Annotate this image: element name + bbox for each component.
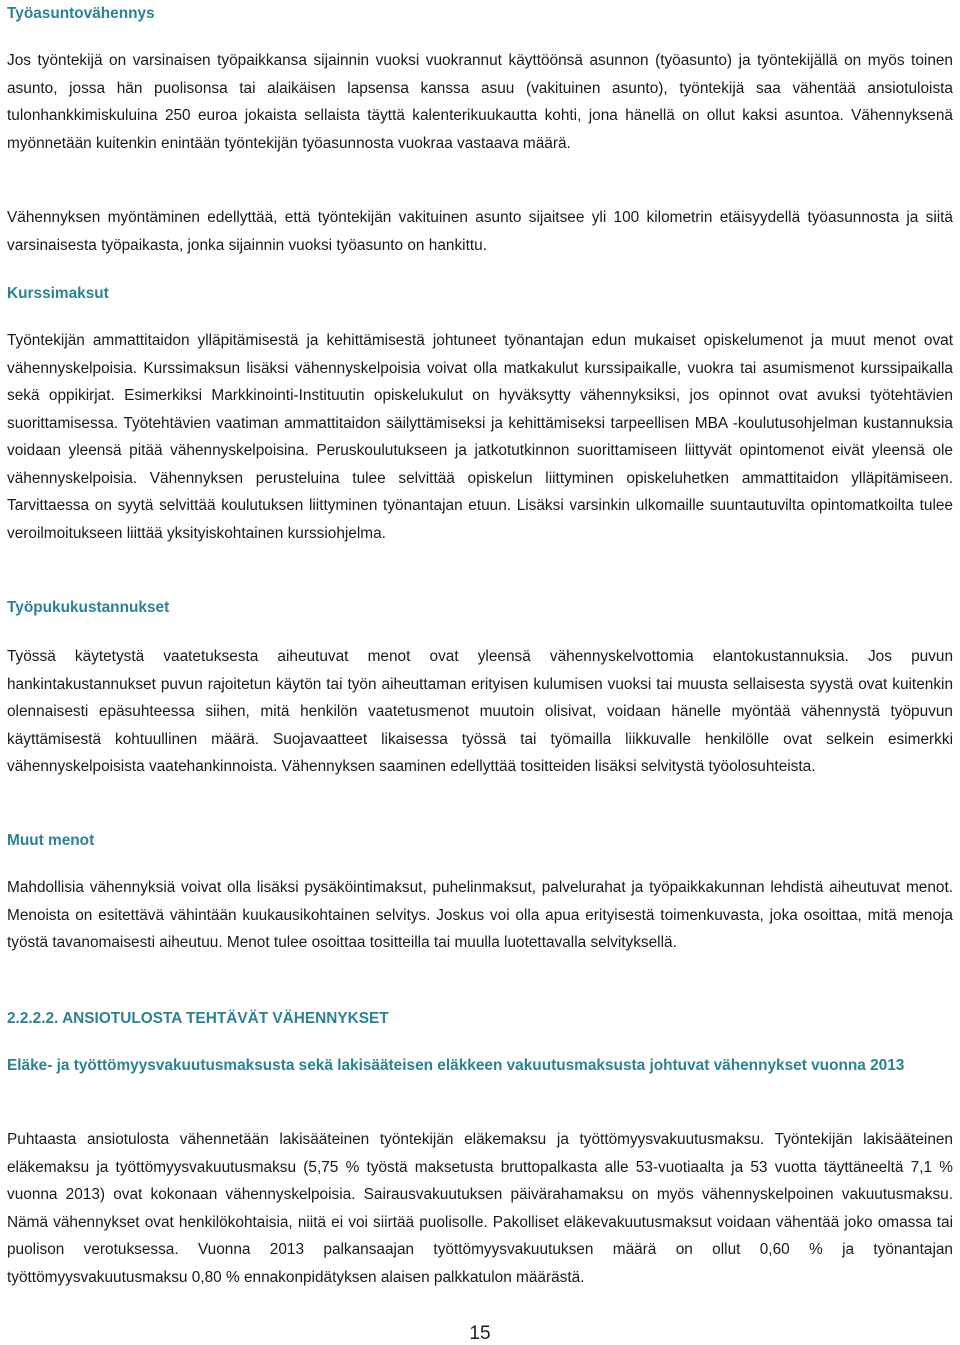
heading-kurssimaksut: Kurssimaksut	[7, 285, 109, 302]
chapter-heading	[7, 1005, 389, 1033]
paragraph-tyopukukustannukset: Työssä käytetystä vaatetuksesta aiheutuvat menot ovat yleensä vähennyskelvottomia elantokustannuksia. Jos puvun hankintakustannukset puvun rajoitetun käytön tai työn aiheuttaman erityisen kulumisen vuoksi tai muusta sellaisesta syystä ovat kuitenkin olennaisesti epäsuhteessa siihen, mitä henkilön vaatetusmenot muutoin olisivat, voidaan hänelle myöntää vähennystä työpuvun käyttämisestä kohtuullinen määrä. Suojavaatteet likaisessa työssä tai työmailla liikkuvalle henkilölle ovat selkein esimerkki vähennyskelpoisista vaatehankinnoista. Vähennyksen saaminen edellyttää tositteiden lisäksi selvitystä työolosuhteista.	[7, 648, 953, 775]
paragraph-elake-vahennykset: Puhtaasta ansiotulosta vähennetään lakisääteinen työntekijän eläkemaksu ja työttömyysvakuutusmaksu. Työntekijän lakisääteinen eläkemaksu ja työttömyysvakuutusmaksu (5,75 % työstä maksetusta bruttopalkasta alle 53-vuotiaalta ja 53 vuotta täyttäneeltä 7,1 % vuonna 2013) ovat kokonaan vähennyskelpoisia. Sairausvakuutuksen päivärahamaksu on myös vähennyskelpoinen vakuutusmaksu. Nämä vähennykset ovat henkilökohtaisia, niitä ei voi siirtää puolisolle. Pakolliset eläkevakuutusmaksut voidaan vähentää joko omassa tai puolison verotuksessa. Vuonna 2013 palkansaajan työttömyysvakuutuksen määrä on ollut 0,60 % ja työnantajan työttömyysvakuutusmaksu 0,80 % ennakonpidätyksen alaisen palkkatulon määrästä.	[7, 1131, 953, 1286]
heading-muut-menot: Muut menot	[7, 832, 95, 849]
heading-tyoasuntovahennys: Työasuntovähennys	[7, 5, 155, 22]
page-number: 15	[469, 1323, 491, 1344]
paragraph-muut-menot: Mahdollisia vähennyksiä voivat olla lisäksi pysäköintimaksut, puhelinmaksut, palvelurahat ja työpaikkakunnan lehdistä aiheutuvat menot. Menoista on esitettävä vähintään kuukausikohtainen selvitys. Joskus voi olla apua erityisestä toimenkuvasta, joka osoittaa, mitä menoja työstä tavanomaisesti aiheutuu. Menot tulee osoittaa tositteilla tai muulla luotettavalla selvityksellä.	[7, 879, 953, 951]
chapter-title: ANSIOTULOSTA TEHTÄVÄT VÄHENNYKSET	[62, 1010, 389, 1027]
heading-elake-vahennykset: Eläke- ja työttömyysvakuutusmaksusta sekä lakisääteisen eläkkeen vakuutusmaksusta johtuvat vähennykset vuonna 2013	[7, 1057, 905, 1074]
paragraph-tyoasunto-1: Jos työntekijä on varsinaisen työpaikkansa sijainnin vuoksi vuokrannut käyttöönsä asunnon (työasunto) ja työntekijällä on myös toinen asunto, jossa hän puolisonsa tai alaikäisen lapsensa kanssa asuu (vakituinen asunto), työntekijä saa vähentää ansiotuloista tulonhankkimiskuluina 250 euroa jokaista sellaista täyttä kalenterikuukautta kohti, jona hänellä on ollut kaksi asuntoa. Vähennyksenä myönnetään kuitenkin enintään työntekijän työasunnosta vuokraa vastaava määrä.	[7, 52, 953, 152]
paragraph-tyoasunto-2: Vähennyksen myöntäminen edellyttää, että työntekijän vakituinen asunto sijaitsee yli 100 kilometrin etäisyydellä työasunnosta ja siitä varsinaisesta työpaikasta, jonka sijainnin vuoksi työasunto on hankittu.	[7, 209, 953, 254]
chapter-number: 2.2.2.2.	[7, 1010, 59, 1027]
heading-tyopukukustannukset: Työpukukustannukset	[7, 599, 170, 616]
paragraph-kurssimaksut: Työntekijän ammattitaidon ylläpitämisestä ja kehittämisestä johtuneet työnantajan edun mukaiset opiskelumenot ja muut menot ovat vähennyskelpoisia. Kurssimaksun lisäksi vähennyskelpoisia voivat olla matkakulut kurssipaikalle, vuokra tai asumismenot kurssipaikalla sekä oppikirjat. Esimerkiksi Markkinointi-Instituutin opiskelukulut on hyväksytty vähennyksiksi, jos opinnot ovat avuksi työtehtävien suorittamisessa. Työtehtävien vaatiman ammattitaidon säilyttämiseksi ja kehittämiseksi tarpeellisen MBA -koulutusohjelman kustannuksia voidaan yleensä pitää vähennyskelpoisina. Peruskoulutukseen ja jatkotutkinnon suorittamiseen liittyvät opintomenot eivät yleensä ole vähennyskelpoisia. Vähennyksen perusteluina tulee selvittää opiskelun liittyminen opiskeluhetken ammattitaidon ylläpitämiseen. Tarvittaessa on syytä selvittää koulutuksen liittyminen työnantajan etuun. Lisäksi varsinkin ulkomaille suuntautuvilta opintomatkoilta tulee veroilmoitukseen liittää yksityiskohtainen kurssiohjelma.	[7, 332, 953, 542]
